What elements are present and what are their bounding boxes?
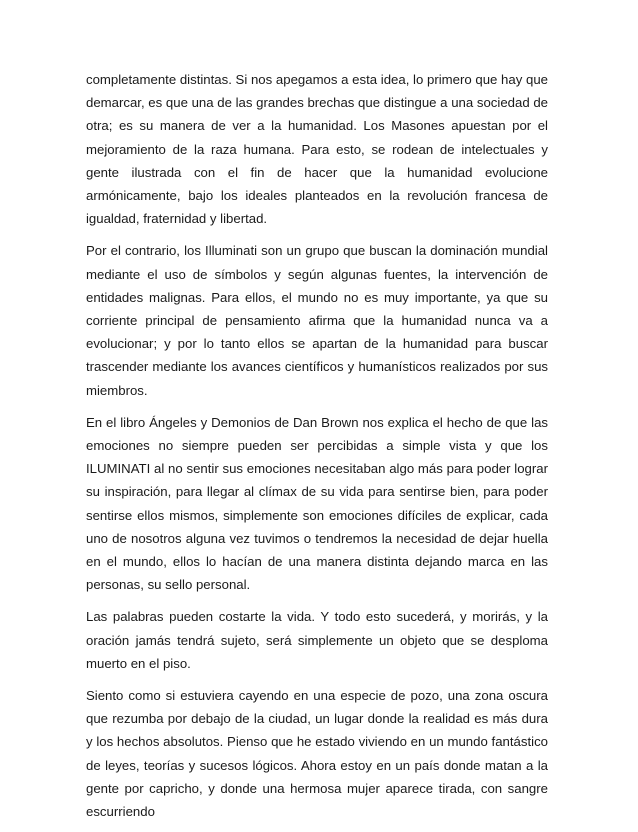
paragraph-masones: completamente distintas. Si nos apegamos a esta idea, lo primero que hay que demarcar, es que una de las grandes brechas que distingue a una sociedad de otra; es su manera de ver a la humanidad. Los Masones apuestan por el mejoramiento de la raza humana. Para esto, se rodean de intelectuales y gente ilustrada con el fin de hacer que la humanidad evolucione armónicamente, bajo los ideales planteados en la revolución francesa de igualdad, fraternidad y libertad. [86,72,548,227]
paragraph-angeles-demonios: En el libro Ángeles y Demonios de Dan Brown nos explica el hecho de que las emociones no siempre pueden ser percibidas a simple vista y que los ILUMINATI al no sentir sus emociones necesitaban algo más para poder lograr su inspiración, para llegar al clímax de su vida para sentirse bien, para poder sentirse ellos mismos, simplemente son emociones difíciles de explicar, cada uno de nosotros alguna vez tuvimos o tendremos la necesidad de dejar huella en el mundo, ellos lo hacían de una manera distinta dejando marca en las personas, su sello personal. [86,414,548,593]
paragraph-palabras: Las palabras pueden costarte la vida. Y todo esto sucederá, y morirás, y la oración jamás tendrá sujeto, será simplemente un objeto que se desploma muerto en el piso. [86,609,548,671]
paragraph-pozo: Siento como si estuviera cayendo en una especie de pozo, una zona oscura que rezumba por debajo de la ciudad, un lugar donde la realidad es más dura y los hechos absolutos. Pienso que he estado viviendo en un mundo fantástico de leyes, teorías y sucesos lógicos. Ahora estoy en un país donde matan a la gente por capricho, y donde una hermosa mujer aparece tirada, con sangre escurriendo [86,688,548,820]
paragraph-illuminati: Por el contrario, los Illuminati son un grupo que buscan la dominación mundial mediante el uso de símbolos y según algunas fuentes, la intervención de entidades malignas. Para ellos, el mundo no es muy importante, ya que su corriente principal de pensamiento afirma que la humanidad nunca va a evolucionar; y por lo tanto ellos se apartan de la humanidad para buscar trascender mediante los avances científicos y humanísticos realizados por sus miembros. [86,243,548,398]
text-body [86,68,548,832]
